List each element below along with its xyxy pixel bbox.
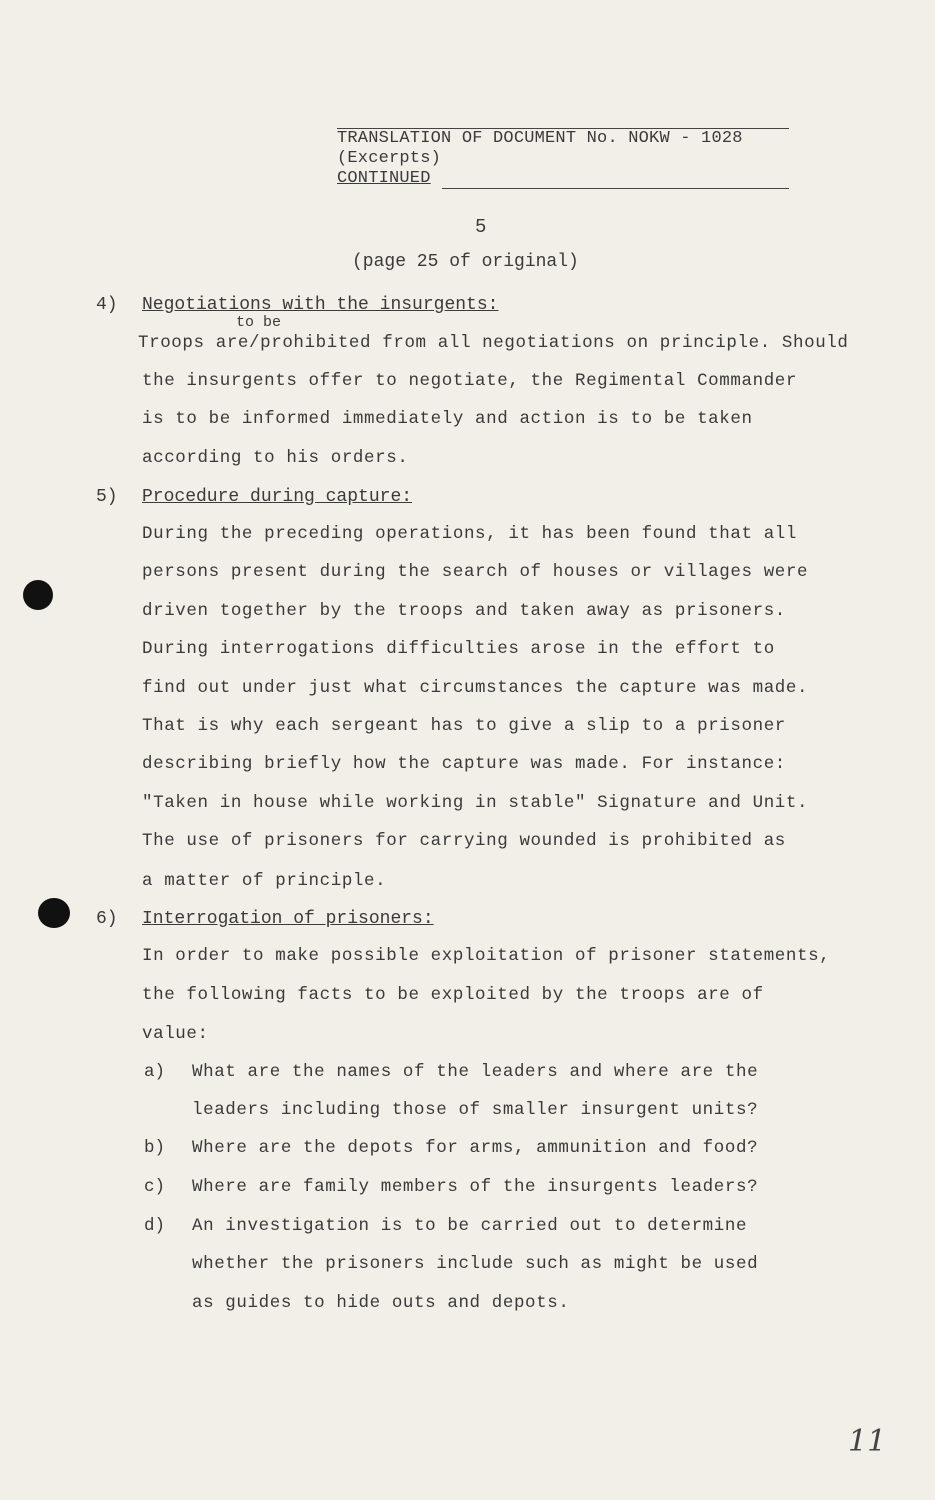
page-number: 5 xyxy=(475,216,487,238)
section-6-line: value: xyxy=(142,1024,209,1044)
header-continued: CONTINUED xyxy=(337,169,431,188)
item-c-letter: c) xyxy=(144,1177,166,1197)
item-d-line: whether the prisoners include such as might be used xyxy=(192,1254,759,1274)
section-5-line: The use of prisoners for carrying wounded is prohibited as xyxy=(142,831,786,851)
item-a-line: leaders including those of smaller insurgent units? xyxy=(192,1100,759,1120)
section-4-line: is to be informed immediately and action is to be taken xyxy=(142,409,753,429)
section-4-interlinear-insert: to be xyxy=(236,314,282,331)
section-6-number: 6) xyxy=(96,909,118,929)
section-5-line: persons present during the search of houses or villages were xyxy=(142,562,809,582)
section-6-line: the following facts to be exploited by the troops are of xyxy=(142,985,764,1005)
section-6-line: In order to make possible exploitation of prisoner statements, xyxy=(142,946,831,966)
section-4-title: Negotiations with the insurgents: xyxy=(142,295,499,315)
section-5-line: That is why each sergeant has to give a slip to a prisoner xyxy=(142,716,786,736)
section-5-line: "Taken in house while working in stable" Signature and Unit. xyxy=(142,793,809,813)
section-5-line: During interrogations difficulties arose in the effort to xyxy=(142,639,775,659)
section-5-line: describing briefly how the capture was made. For instance: xyxy=(142,754,786,774)
item-d-line: An investigation is to be carried out to determine xyxy=(192,1216,748,1236)
section-5-title: Procedure during capture: xyxy=(142,487,413,507)
section-4-line: the insurgents offer to negotiate, the Regimental Commander xyxy=(142,371,798,391)
punch-hole-bottom xyxy=(38,898,70,928)
item-b-line: Where are the depots for arms, ammunition and food? xyxy=(192,1138,759,1158)
item-b-letter: b) xyxy=(144,1138,166,1158)
section-4-number: 4) xyxy=(96,295,118,315)
item-a-line: What are the names of the leaders and where are the xyxy=(192,1062,759,1082)
section-5-line: find out under just what circumstances the capture was made. xyxy=(142,678,809,698)
page-reference: (page 25 of original) xyxy=(352,252,579,272)
document-header xyxy=(337,128,789,189)
header-subtitle: (Excerpts) xyxy=(337,149,442,168)
handwritten-mark: 11 xyxy=(848,1424,887,1459)
item-d-letter: d) xyxy=(144,1216,166,1236)
section-5-number: 5) xyxy=(96,487,118,507)
section-6-title: Interrogation of prisoners: xyxy=(142,909,434,929)
header-bottom-rule xyxy=(442,188,789,189)
punch-hole-top xyxy=(23,580,53,610)
section-5-line: During the preceding operations, it has been found that all xyxy=(142,524,798,544)
item-d-line: as guides to hide outs and depots. xyxy=(192,1293,570,1313)
item-c-line: Where are family members of the insurgents leaders? xyxy=(192,1177,759,1197)
header-title: TRANSLATION OF DOCUMENT No. NOKW - 1028 xyxy=(337,129,743,148)
section-5-line: a matter of principle. xyxy=(142,871,387,891)
item-a-letter: a) xyxy=(144,1062,166,1082)
section-5-line: driven together by the troops and taken away as prisoners. xyxy=(142,601,786,621)
section-4-line: according to his orders. xyxy=(142,448,409,468)
section-4-line: Troops are/prohibited from all negotiations on principle. Should xyxy=(138,333,849,353)
